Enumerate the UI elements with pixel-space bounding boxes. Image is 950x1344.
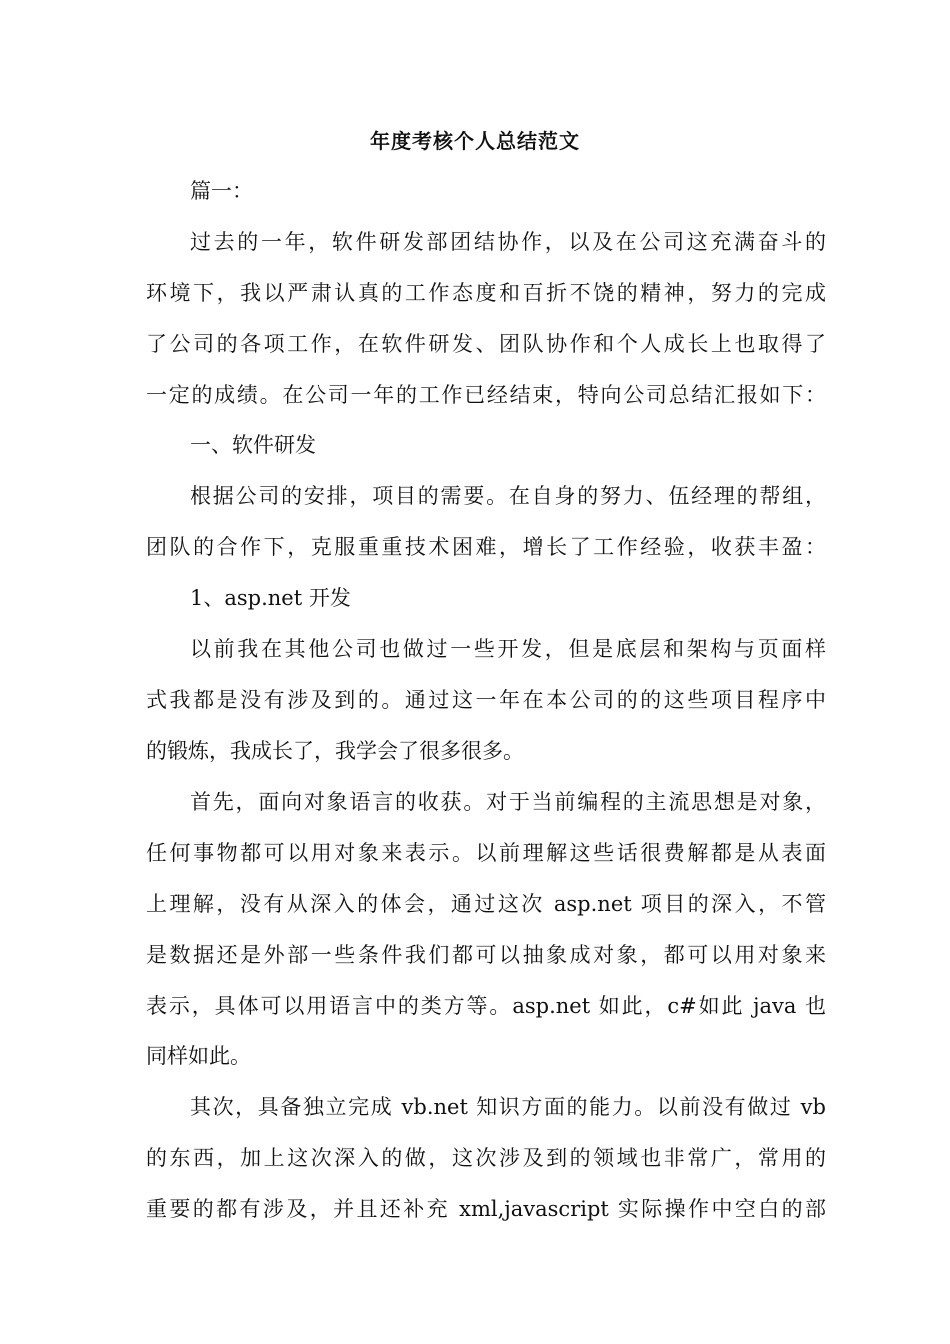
paragraph-line: 任何事物都可以用对象来表示。以前理解这些话很费解都是从表面 (146, 841, 826, 865)
paragraph-line: 上理解，没有从深入的体会，通过这次 asp.net 项目的深入，不管 (146, 892, 826, 916)
paragraph-line: 表示，具体可以用语言中的类方等。asp.net 如此，c#如此 java 也 (146, 994, 826, 1018)
paragraph-line: 了公司的各项工作，在软件研发、团队协作和个人成长上也取得了 (146, 332, 826, 356)
paragraph-line: 以前我在其他公司也做过一些开发，但是底层和架构与页面样 (190, 637, 826, 661)
paragraph-line: 环境下，我以严肃认真的工作态度和百折不饶的精神，努力的完成 (146, 281, 826, 305)
document-title: 年度考核个人总结范文 (370, 129, 580, 153)
section-heading: 一、软件研发 (190, 433, 316, 457)
paragraph-line: 一定的成绩。在公司一年的工作已经结束，特向公司总结汇报如下： (146, 383, 826, 407)
paragraph-line: 首先，面向对象语言的收获。对于当前编程的主流思想是对象， (190, 790, 826, 814)
paragraph-line: 根据公司的安排，项目的需要。在自身的努力、伍经理的帮组， (190, 484, 826, 508)
paragraph-line: 团队的合作下，克服重重技术困难，增长了工作经验，收获丰盈： (146, 535, 826, 559)
subsection-heading: 1、asp.net 开发 (190, 586, 351, 610)
paragraph-line: 同样如此。 (146, 1044, 251, 1068)
paragraph-line: 是数据还是外部一些条件我们都可以抽象成对象，都可以用对象来 (146, 943, 826, 967)
paragraph-line: 重要的都有涉及，并且还补充 xml,javascript 实际操作中空白的部 (146, 1197, 826, 1221)
paragraph-line: 的东西，加上这次深入的做，这次涉及到的领域也非常广，常用的 (146, 1146, 826, 1170)
paragraph-line: 其次，具备独立完成 vb.net 知识方面的能力。以前没有做过 vb (190, 1095, 826, 1119)
paragraph-line: 式我都是没有涉及到的。通过这一年在本公司的的这些项目程序中 (146, 688, 826, 712)
paragraph-line: 的锻炼，我成长了，我学会了很多很多。 (146, 739, 524, 763)
paragraph-line: 过去的一年，软件研发部团结协作，以及在公司这充满奋斗的 (190, 230, 826, 254)
paragraph-line: 篇一： (190, 179, 253, 203)
